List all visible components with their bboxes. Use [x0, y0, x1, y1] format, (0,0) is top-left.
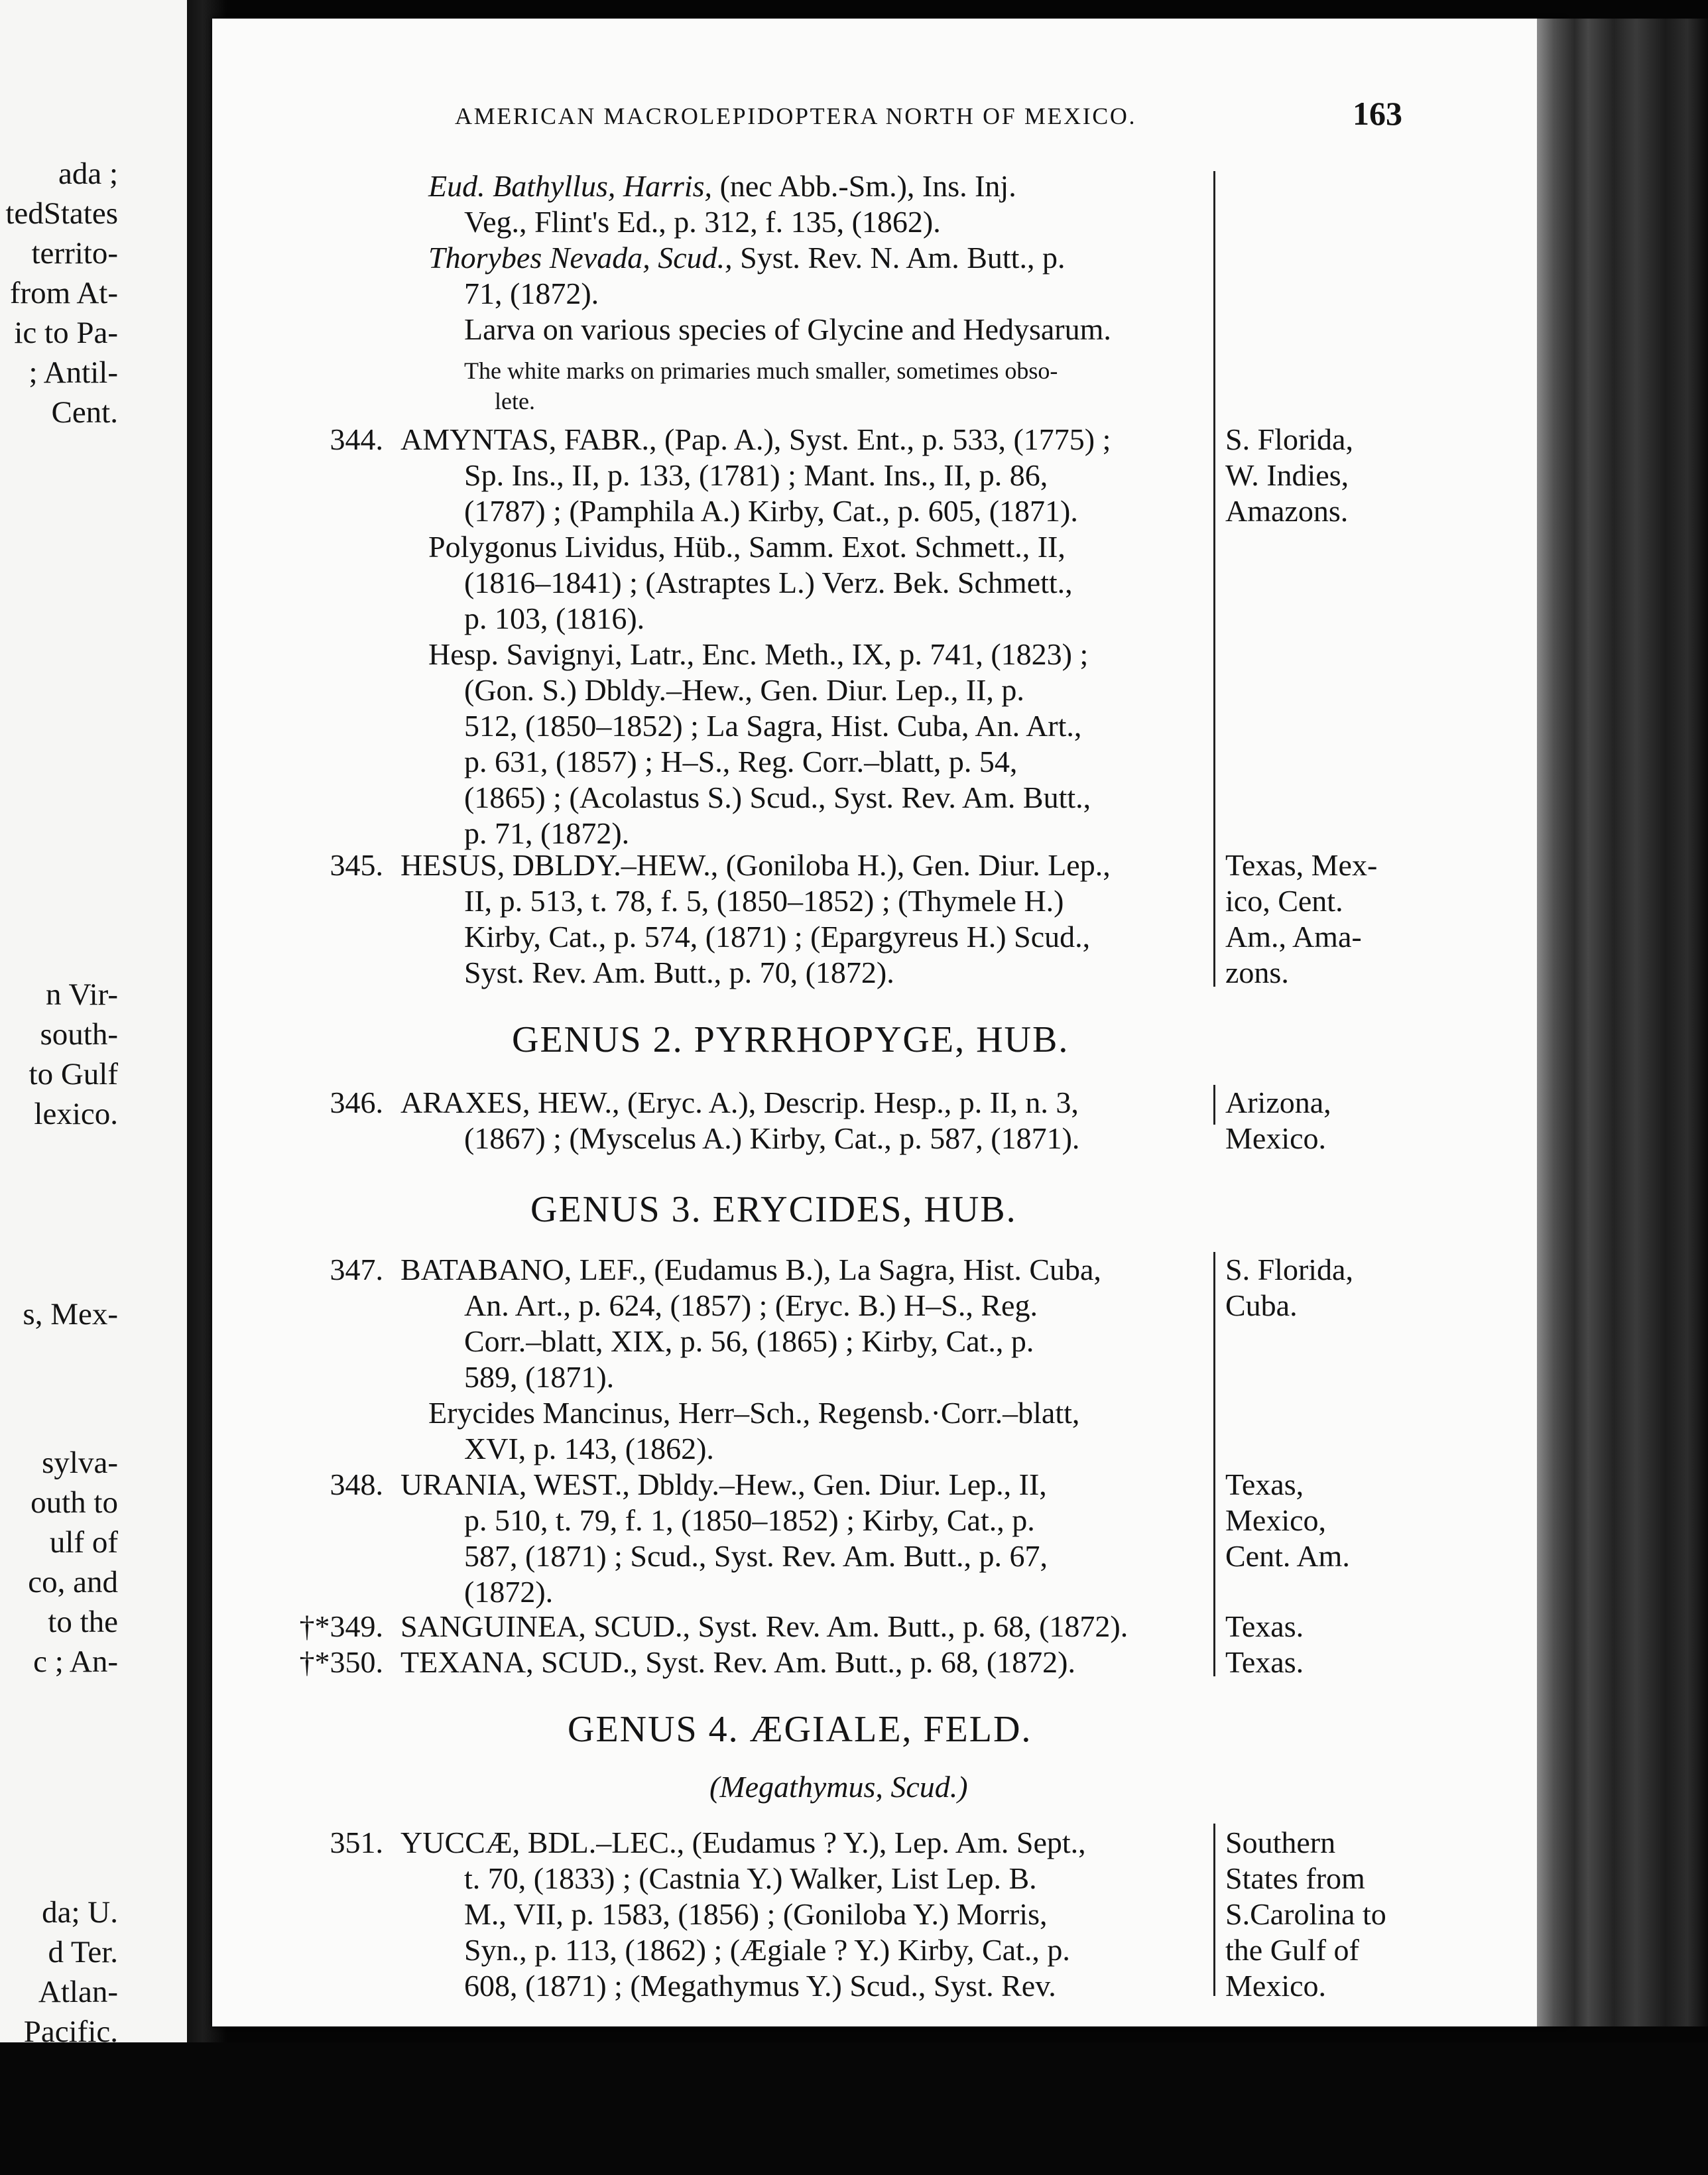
running-head: AMERICAN MACROLEPIDOPTERA NORTH OF MEXICO. [455, 103, 1137, 129]
locality-line: Cuba. [1225, 1288, 1298, 1322]
page-edge-stack [1537, 19, 1708, 2026]
locality-line: Texas. [1225, 1609, 1304, 1643]
entry-line: XVI, p. 143, (1862). [464, 1432, 714, 1465]
locality-line: S.Carolina to [1225, 1897, 1386, 1931]
entry-line: II, p. 513, t. 78, f. 5, (1850–1852) ; (Thymele H.) [464, 884, 1064, 918]
entry-line: p. 71, (1872). [464, 816, 630, 850]
entry-line: p. 631, (1857) ; H–S., Reg. Corr.–blatt, p. 54, [464, 745, 1018, 778]
left-line: Pacific. [23, 2015, 118, 2042]
description-note: The white marks on primaries much smaller, sometimes obso- [464, 357, 1058, 384]
locality-line: the Gulf of [1225, 1933, 1359, 1967]
locality-line: W. Indies, [1225, 458, 1349, 492]
left-line: s, Mex- [23, 1297, 118, 1332]
entry-line: 589, (1871). [464, 1360, 615, 1394]
column-rule [1213, 171, 1215, 987]
entry-number: †*349. [299, 1609, 383, 1643]
description-note: lete. [495, 388, 535, 414]
left-fragment-mid [0, 975, 187, 1134]
locality-line: Am., Ama- [1225, 920, 1362, 954]
genus-heading: GENUS 3. ERYCIDES, HUB. [530, 1189, 1017, 1230]
synonym-name: Thorybes Nevada, Scud., [428, 241, 733, 275]
genus-heading: GENUS 2. PYRRHOPYGE, HUB. [512, 1019, 1069, 1060]
synonym-line [428, 240, 1065, 276]
left-fragment-sylva [0, 1443, 187, 1682]
left-fragment-mex [0, 1294, 187, 1334]
entry-line: Hesp. Savignyi, Latr., Enc. Meth., IX, p. 741, (1823) ; [428, 637, 1089, 671]
entry-line: (1787) ; (Pamphila A.) Kirby, Cat., p. 605, (1871). [464, 494, 1078, 528]
entry-line: Kirby, Cat., p. 574, (1871) ; (Epargyreus H.) Scud., [464, 920, 1091, 954]
left-line: n Vir- [46, 977, 118, 1012]
left-page-fragment [0, 0, 188, 2042]
locality-line: Cent. Am. [1225, 1539, 1350, 1573]
entry-line: (1865) ; (Acolastus S.) Scud., Syst. Rev. Am. Butt., [464, 780, 1091, 814]
entry-line: Syn., p. 113, (1862) ; (Ægiale ? Y.) Kirby, Cat., p. [464, 1933, 1070, 1967]
entry-number: †*350. [299, 1645, 383, 1679]
locality-line: Arizona, [1225, 1086, 1331, 1119]
left-line: ada ; [58, 156, 118, 191]
left-fragment-top [0, 154, 187, 432]
locality-line: Amazons. [1225, 494, 1349, 528]
locality-line: Texas, Mex- [1225, 848, 1378, 882]
genus-heading: GENUS 4. ÆGIALE, FELD. [568, 1709, 1032, 1750]
background-strip [0, 2042, 1708, 2175]
entry-number: 345. [330, 848, 383, 882]
citation-line: 71, (1872). [464, 277, 599, 310]
locality-line: Texas. [1225, 1645, 1304, 1679]
entry-number: 348. [330, 1467, 383, 1501]
locality-line: Southern [1225, 1826, 1336, 1859]
column-rule [1213, 1824, 1215, 1996]
synonym-name: Eud. Bathyllus, Harris, [428, 169, 713, 203]
citation-text: (nec Abb.-Sm.), Ins. Inj. [712, 169, 1016, 203]
left-fragment-bottom [0, 1893, 187, 2042]
left-line: Atlan- [38, 1975, 118, 2009]
entry-line: 587, (1871) ; Scud., Syst. Rev. Am. Butt., p. 67, [464, 1539, 1048, 1573]
locality-line: Texas, [1225, 1467, 1304, 1501]
left-line: south- [40, 1017, 118, 1052]
left-line: da; U. [42, 1895, 118, 1930]
entry-line: (Gon. S.) Dbldy.–Hew., Gen. Diur. Lep., II, p. [464, 673, 1024, 707]
left-line: d Ter. [48, 1935, 118, 1969]
entry-line: Polygonus Lividus, Hüb., Samm. Exot. Schmett., II, [428, 530, 1066, 564]
citation-line: Veg., Flint's Ed., p. 312, f. 135, (1862). [464, 205, 941, 239]
entry-line: 608, (1871) ; (Megathymus Y.) Scud., Syst. Rev. [464, 1969, 1056, 2003]
citation-text: Syst. Rev. N. Am. Butt., p. [732, 241, 1066, 275]
entry-line: BATABANO, LEF., (Eudamus B.), La Sagra, Hist. Cuba, [400, 1253, 1101, 1286]
locality-line: S. Florida, [1225, 1253, 1353, 1286]
left-line: from At- [9, 276, 118, 310]
entry-line: Erycides Mancinus, Herr–Sch., Regensb.·Corr.–blatt, [428, 1396, 1080, 1430]
entry-line: p. 510, t. 79, f. 1, (1850–1852) ; Kirby, Cat., p. [464, 1503, 1035, 1537]
left-line: territo- [31, 236, 118, 271]
entry-line: Syst. Rev. Am. Butt., p. 70, (1872). [464, 956, 894, 989]
locality-line: Mexico. [1225, 1121, 1327, 1155]
left-line: to Gulf [29, 1057, 118, 1091]
left-line: Cent. [51, 395, 118, 430]
locality-line: Mexico. [1225, 1969, 1327, 2003]
entry-line: URANIA, WEST., Dbldy.–Hew., Gen. Diur. Lep., II, [400, 1467, 1047, 1501]
entry-line: YUCCÆ, BDL.–LEC., (Eudamus ? Y.), Lep. Am. Sept., [400, 1826, 1086, 1859]
entry-line: M., VII, p. 1583, (1856) ; (Goniloba Y.) Morris, [464, 1897, 1048, 1931]
locality-line: ico, Cent. [1225, 884, 1343, 918]
entry-number: 344. [330, 422, 383, 456]
entry-line: t. 70, (1833) ; (Castnia Y.) Walker, List Lep. B. [464, 1861, 1037, 1895]
entry-line: Sp. Ins., II, p. 133, (1781) ; Mant. Ins., II, p. 86, [464, 458, 1048, 492]
entry-line: 512, (1850–1852) ; La Sagra, Hist. Cuba, An. Art., [464, 709, 1082, 743]
left-line: lexico. [34, 1097, 118, 1131]
entry-line: (1867) ; (Myscelus A.) Kirby, Cat., p. 587, (1871). [464, 1121, 1080, 1155]
left-line: tedStates [5, 196, 118, 231]
locality-line: States from [1225, 1861, 1365, 1895]
entry-line: p. 103, (1816). [464, 601, 645, 635]
column-rule [1213, 1085, 1215, 1125]
entry-number: 347. [330, 1253, 383, 1286]
genus-synonym: (Megathymus, Scud.) [709, 1770, 968, 1804]
locality-line: S. Florida, [1225, 422, 1353, 456]
entry-line: SANGUINEA, SCUD., Syst. Rev. Am. Butt., p. 68, (1872). [400, 1609, 1128, 1643]
larva-note: Larva on various species of Glycine and Hedysarum. [464, 312, 1111, 346]
entry-line: HESUS, DBLDY.–HEW., (Goniloba H.), Gen. Diur. Lep., [400, 848, 1111, 882]
entry-line: (1872). [464, 1575, 554, 1609]
left-line: ulf of [49, 1525, 118, 1560]
left-line: c ; An- [33, 1645, 118, 1679]
locality-line: Mexico, [1225, 1503, 1327, 1537]
entry-number: 351. [330, 1826, 383, 1859]
entry-line: AMYNTAS, FABR., (Pap. A.), Syst. Ent., p. 533, (1775) ; [400, 422, 1111, 456]
entry-line: Corr.–blatt, XIX, p. 56, (1865) ; Kirby, Cat., p. [464, 1324, 1034, 1358]
page-number: 163 [1353, 95, 1402, 132]
entry-line: (1816–1841) ; (Astraptes L.) Verz. Bek. Schmett., [464, 566, 1073, 599]
entry-line: TEXANA, SCUD., Syst. Rev. Am. Butt., p. 68, (1872). [400, 1645, 1075, 1679]
entry-line: An. Art., p. 624, (1857) ; (Eryc. B.) H–S., Reg. [464, 1288, 1038, 1322]
synonym-line [428, 168, 1016, 204]
left-line: to the [48, 1605, 118, 1639]
entry-number: 346. [330, 1086, 383, 1119]
entry-line: ARAXES, HEW., (Eryc. A.), Descrip. Hesp., p. II, n. 3, [400, 1086, 1079, 1119]
left-line: outh to [30, 1485, 118, 1520]
column-rule [1213, 1252, 1215, 1676]
left-line: sylva- [42, 1446, 118, 1480]
left-line: co, and [28, 1565, 118, 1599]
locality-line: zons. [1225, 956, 1289, 989]
left-line: ; Antil- [29, 355, 118, 390]
left-line: ic to Pa- [14, 316, 118, 350]
